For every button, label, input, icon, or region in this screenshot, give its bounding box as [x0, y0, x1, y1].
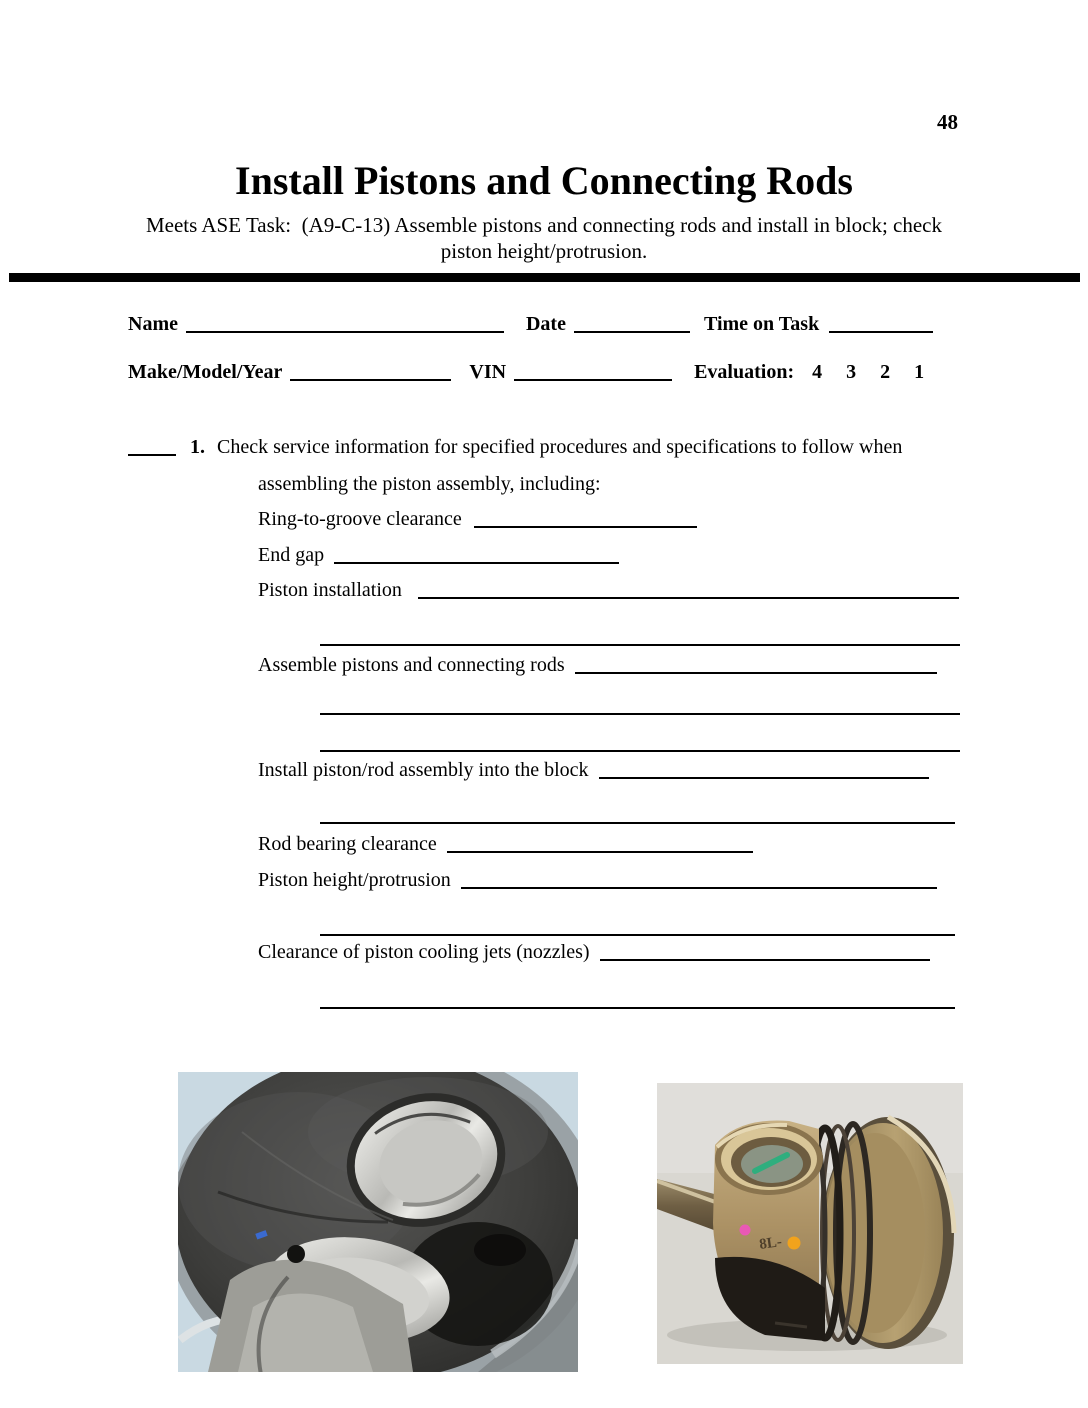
answer-row [258, 652, 937, 678]
subtitle-line-2: piston height/protrusion. [440, 239, 648, 263]
evaluation-label: Evaluation: [694, 361, 795, 383]
answer-label: Install piston/rod assembly into the block [258, 759, 589, 781]
answer-row [258, 542, 619, 568]
form-row-1 [128, 311, 933, 337]
time-on-task-label: Time on Task [703, 313, 820, 335]
task-number: 1. [190, 436, 205, 458]
time-on-task-blank [829, 319, 933, 333]
page-title: Install Pistons and Connecting Rods [235, 158, 853, 203]
answer-blank [600, 947, 930, 961]
answer-line-continuation [320, 802, 955, 828]
answer-blank [447, 839, 753, 853]
answer-line-continuation [320, 693, 960, 719]
name-blank [186, 319, 504, 333]
answer-blank [334, 550, 619, 564]
answer-blank [599, 765, 929, 779]
piston-underside-photo [178, 1072, 578, 1372]
evaluation-score-4: 4 [812, 361, 823, 383]
task-instruction-line-1: Check service information for specified procedures and specifications to follow when [217, 436, 903, 458]
answer-line-continuation [320, 730, 960, 756]
answer-row [258, 939, 930, 965]
answer-blank [461, 875, 937, 889]
date-label: Date [525, 313, 566, 335]
answer-label: End gap [258, 544, 325, 566]
task-instruction-line-2: assembling the piston assembly, including: [258, 473, 601, 495]
evaluation-score-1: 1 [914, 361, 925, 383]
answer-blank [320, 922, 955, 936]
date-blank [574, 319, 690, 333]
evaluation-score-2: 2 [880, 361, 891, 383]
page-subtitle [0, 212, 1088, 264]
vin-label: VIN [469, 361, 507, 383]
answer-row [258, 831, 753, 857]
answer-row [258, 506, 697, 532]
answer-label: Ring-to-groove clearance [258, 508, 462, 530]
task-check-blank [128, 442, 176, 456]
make-model-year-label: Make/Model/Year [128, 361, 283, 383]
svg-text:8L-: 8L- [758, 1233, 783, 1253]
answer-blank [320, 738, 960, 752]
divider-rule [9, 273, 1080, 282]
evaluation-score-3: 3 [846, 361, 857, 383]
answer-row [258, 867, 937, 893]
form-row-2 [128, 359, 924, 385]
answer-label: Piston installation [258, 579, 402, 601]
answer-row [258, 757, 929, 783]
page-number: 48 [937, 110, 958, 134]
subtitle-line-1: Meets ASE Task: (A9-C-13) Assemble pistons and connecting rods and install in block; check [145, 213, 943, 237]
answer-blank [320, 632, 960, 646]
name-label: Name [128, 313, 178, 335]
answer-label: Assemble pistons and connecting rods [258, 654, 565, 676]
answer-label: Clearance of piston cooling jets (nozzles) [258, 941, 590, 963]
answer-row [258, 577, 959, 603]
task-1-heading [128, 434, 902, 460]
answer-blank [418, 585, 959, 599]
answer-blank [320, 995, 955, 1009]
answer-blank [474, 514, 697, 528]
vin-blank [514, 367, 672, 381]
answer-blank [320, 810, 955, 824]
answer-label: Piston height/protrusion [258, 869, 451, 891]
answer-blank [575, 660, 937, 674]
answer-line-continuation [320, 987, 955, 1013]
piston-rod-assembly-photo [657, 1083, 963, 1364]
answer-line-continuation [320, 624, 960, 650]
make-model-year-blank [290, 367, 451, 381]
answer-blank [320, 701, 960, 715]
answer-line-continuation [320, 914, 955, 940]
answer-label: Rod bearing clearance [258, 833, 437, 855]
